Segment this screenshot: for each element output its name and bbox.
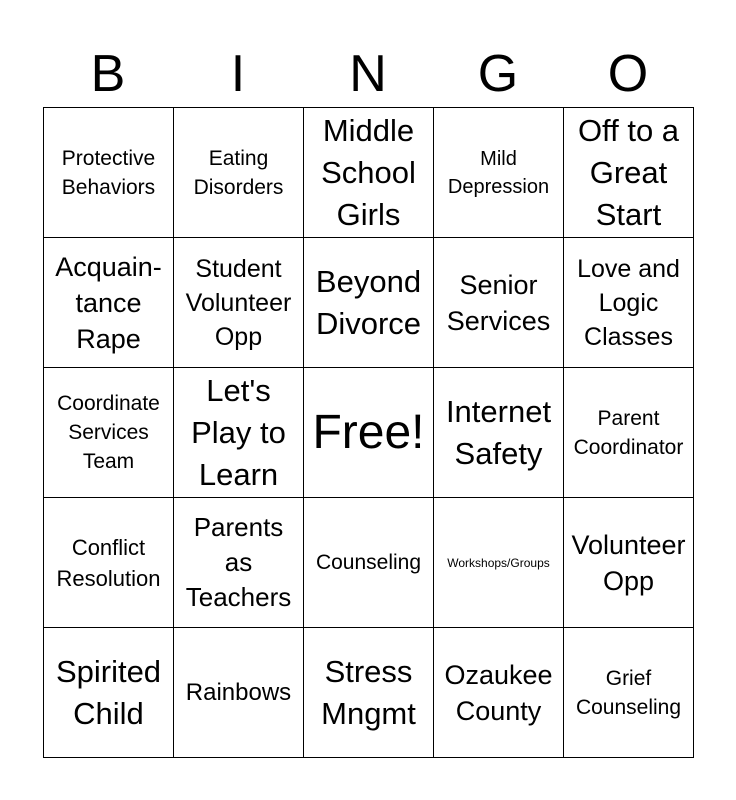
- header-letter-g: G: [477, 45, 519, 103]
- bingo-cell[interactable]: [564, 498, 694, 628]
- bingo-cell[interactable]: [44, 238, 174, 368]
- bingo-cell[interactable]: [304, 238, 434, 368]
- bingo-cell[interactable]: [174, 238, 304, 368]
- cell-text: Coordinate Services Team: [57, 392, 160, 473]
- bingo-cell[interactable]: [304, 108, 434, 238]
- bingo-cell[interactable]: [564, 368, 694, 498]
- cell-text: Rainbows: [185, 679, 292, 706]
- bingo-cell[interactable]: [304, 498, 434, 628]
- cell-text: Grief Counseling: [575, 666, 682, 719]
- bingo-cell[interactable]: [434, 498, 564, 628]
- cell-text: Spirited Child: [55, 653, 162, 731]
- cell-text: Acquain- tance Rape: [55, 251, 162, 354]
- bingo-cell free-space[interactable]: [304, 368, 434, 498]
- cell-text: Workshops/Groups: [447, 555, 550, 570]
- bingo-cell[interactable]: [434, 368, 564, 498]
- cell-text: Mild Depression: [447, 147, 550, 198]
- bingo-cell[interactable]: [174, 628, 304, 758]
- cell-text: Beyond Divorce: [315, 263, 422, 341]
- bingo-cell[interactable]: [434, 108, 564, 238]
- header-letter-n: N: [349, 45, 387, 103]
- bingo-cell[interactable]: [174, 368, 304, 498]
- cell-text: Let's Play to Learn: [191, 372, 286, 492]
- bingo-cell[interactable]: [564, 108, 694, 238]
- bingo-cell[interactable]: [434, 628, 564, 758]
- cell-text: Conflict Resolution: [56, 534, 161, 591]
- cell-text: Senior Services: [446, 269, 551, 336]
- bingo-cell[interactable]: [564, 628, 694, 758]
- cell-text: Student Volunteer Opp: [185, 254, 292, 351]
- cell-text: Free!: [312, 405, 425, 459]
- cell-text: Ozaukee County: [444, 659, 553, 726]
- cell-text: Stress Mngmt: [321, 653, 416, 731]
- cell-text: Off to a Great Start: [577, 112, 680, 232]
- cell-text: Love and Logic Classes: [577, 254, 680, 351]
- cell-text: Volunteer Opp: [571, 529, 686, 596]
- bingo-cell[interactable]: [44, 628, 174, 758]
- cell-text: Middle School Girls: [321, 112, 416, 232]
- cell-text: Parent Coordinator: [573, 406, 684, 459]
- bingo-cell[interactable]: [174, 108, 304, 238]
- bingo-cell[interactable]: [564, 238, 694, 368]
- header-letter-b: B: [90, 45, 126, 103]
- header-letter-o: O: [607, 45, 649, 103]
- header-letter-i: I: [230, 45, 246, 103]
- cell-text: Eating Disorders: [193, 146, 284, 199]
- bingo-cell[interactable]: [304, 628, 434, 758]
- cell-text: Internet Safety: [445, 393, 552, 471]
- bingo-cell[interactable]: [44, 498, 174, 628]
- bingo-header: [43, 44, 693, 104]
- bingo-cell[interactable]: [44, 368, 174, 498]
- bingo-cell[interactable]: [44, 108, 174, 238]
- cell-text: Parents as Teachers: [185, 512, 292, 612]
- cell-text: Counseling: [315, 551, 422, 574]
- bingo-cell[interactable]: [174, 498, 304, 628]
- bingo-cell[interactable]: [434, 238, 564, 368]
- bingo-grid: [43, 107, 694, 758]
- cell-text: Protective Behaviors: [61, 146, 156, 199]
